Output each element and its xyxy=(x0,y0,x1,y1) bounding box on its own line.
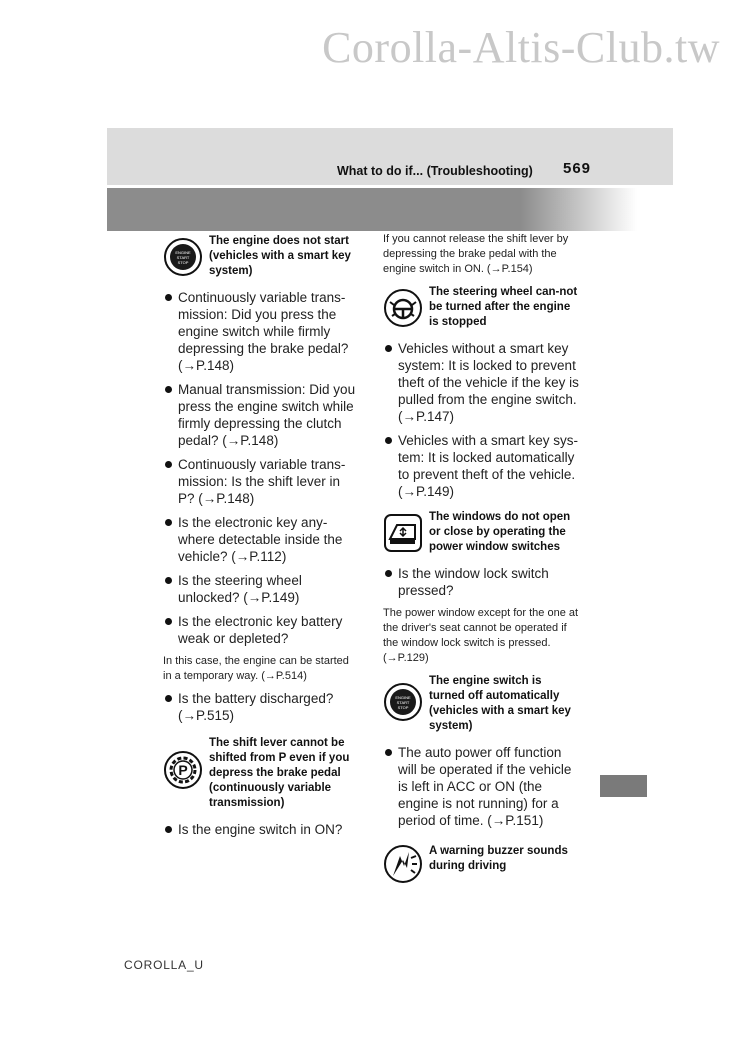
header-title: What to do if... (Troubleshooting) xyxy=(337,164,533,178)
engine-start-stop-icon xyxy=(163,237,203,277)
note-text: The power window except for the one at the driver's seat cannot be operated if the window lock switch is pressed. (→P.129) xyxy=(383,607,579,664)
note-text: If you cannot release the shift lever by depressing the brake pedal with the engine switch in ON. (→P.154) xyxy=(383,233,569,275)
list-item: Continuously variable trans-mission: Is the shift lever in P? (→P.148) xyxy=(163,456,359,507)
list-item: Continuously variable trans-mission: Did you press the engine switch while firmly depressing the brake pedal? (→P.148) xyxy=(163,289,359,374)
steering-wheel-icon xyxy=(383,288,423,328)
symptom-title: The steering wheel can-not be turned after the engine is stopped xyxy=(429,286,578,328)
power-window-icon xyxy=(383,513,423,553)
engine-button-label-2: START xyxy=(176,255,190,260)
list-item: Is the engine switch in ON? xyxy=(163,821,359,838)
page-number: 569 xyxy=(563,160,592,177)
list-item: Manual transmission: Did you press the engine switch while firmly depressing the clutch pedal? (→P.148) xyxy=(163,381,359,449)
list-item: Vehicles with a smart key sys-tem: It is locked automatically to prevent theft of the vehicle. (→P.149) xyxy=(383,432,579,500)
symptom-title: The engine does not start (vehicles with a smart key system) xyxy=(209,235,351,277)
shift-lever-p-icon xyxy=(163,750,203,790)
list-item: The auto power off function will be operated if the vehicle is left in ACC or ON (the engine is not running) for a period of time. (→P.151) xyxy=(383,744,579,829)
symptom-title: A warning buzzer sounds during driving xyxy=(429,845,568,872)
list-item: Is the steering wheel unlocked? (→P.149) xyxy=(163,572,359,606)
engine-button-label-1: ENGINE xyxy=(175,250,191,255)
symptom-steering-wheel xyxy=(383,285,579,330)
list-item: Is the window lock switch pressed? xyxy=(383,565,579,599)
watermark: Corolla-Altis-Club.tw xyxy=(322,23,720,72)
left-column xyxy=(163,234,359,845)
symptom-warning-buzzer xyxy=(383,841,579,884)
list-item: Vehicles without a smart key system: It is locked to prevent theft of the vehicle if the key is pulled from the engine switch. (→P.147) xyxy=(383,340,579,425)
symptom-title: The shift lever cannot be shifted from P even if you depress the brake pedal (continuously variable transmission) xyxy=(209,737,350,809)
gear-p-letter: P xyxy=(178,762,188,778)
footer-label: COROLLA_U xyxy=(124,958,204,972)
symptom-engine-switch-off xyxy=(383,674,579,734)
symptom-engine-not-start xyxy=(163,234,359,279)
symptom-title: The windows do not open or close by operating the power window switches xyxy=(429,511,571,553)
list-item: Is the electronic key battery weak or depleted? xyxy=(163,613,359,647)
note-text: In this case, the engine can be started in a temporary way. (→P.514) xyxy=(163,655,349,682)
engine-button-label-2: START xyxy=(396,700,410,705)
warning-buzzer-icon xyxy=(383,844,423,884)
engine-button-label-3: STOP xyxy=(397,705,409,710)
symptom-shift-lever xyxy=(163,736,359,811)
symptom-title: The engine switch is turned off automatically (vehicles with a smart key system) xyxy=(429,675,571,732)
chapter-tab[interactable] xyxy=(600,775,647,797)
engine-start-stop-icon xyxy=(383,682,423,722)
engine-button-label-3: STOP xyxy=(177,260,189,265)
engine-button-label-1: ENGINE xyxy=(395,695,411,700)
list-item: Is the electronic key any-where detectable inside the vehicle? (→P.112) xyxy=(163,514,359,565)
list-item: Is the battery discharged? (→P.515) xyxy=(163,690,359,724)
right-column xyxy=(383,232,579,894)
symptom-power-window xyxy=(383,510,579,555)
section-bar xyxy=(107,188,637,231)
